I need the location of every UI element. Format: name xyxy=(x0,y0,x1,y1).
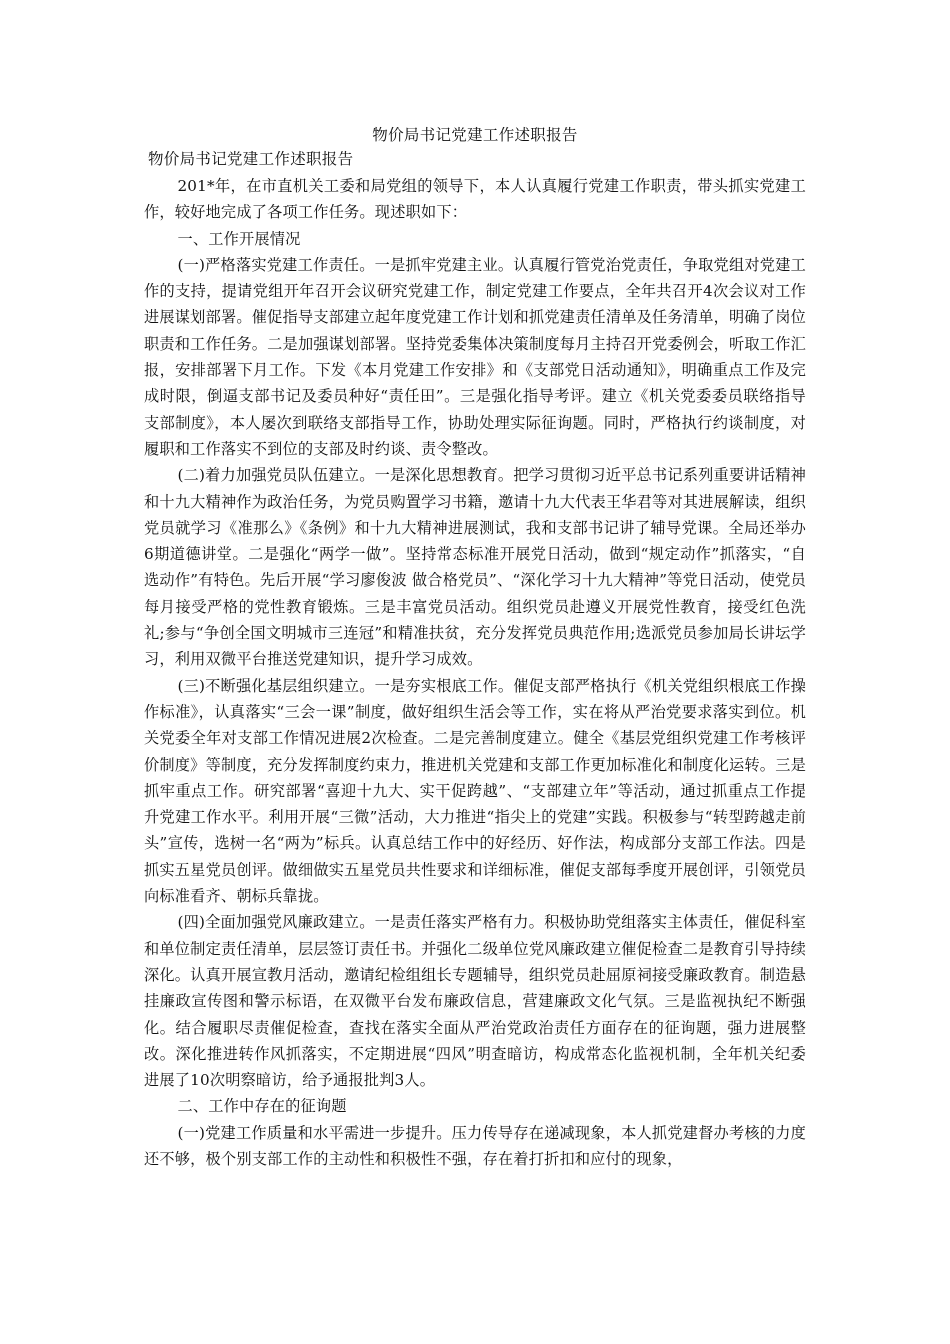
paragraph-integrity: (四)全面加强党风廉政建立。一是责任落实严格有力。积极协助党组落实主体责任，催促科室和单位制定责任清单，层层签订责任书。并强化二级单位党风廉政建立催促检查二是教育引导持续深化。认真开展宣教月活动，邀请纪检组组长专题辅导，组织党员赴屈原祠接受廉政教育。制造悬挂廉政宣传图和警示标语，在双微平台发布廉政信息，营建廉政文化气氛。三是监视执纪不断强化。结合履职尽责催促检查，查找在落实全面从严治党政治责任方面存在的征询题，强力进展整改。深化推进转作风抓落实，不定期进展“四风”明查暗访，构成常态化监视机制，全年机关纪委进展了10次明察暗访，给予通报批判3人。 xyxy=(144,913,806,1090)
paragraph-responsibility: (一)严格落实党建工作责任。一是抓牢党建主业。认真履行管党治党责任，争取党组对党建工作的支持，提请党组开年召开会议研究党建工作，制定党建工作要点，全年共召开4次会议对工作进展谋划部署。催促指导支部建立起年度党建工作计划和抓党建责任清单及任务清单，明确了岗位职责和工作任务。二是加强谋划部署。坚持党委集体决策制度每月主持召开党委例会，听取工作汇报，安排部署下月工作。下发《本月党建工作安排》和《支部党日活动通知》，明确重点工作及完成时限，倒逼支部书记及委员种好“责任田”。三是强化指导考评。建立《机关党委委员联络指导支部制度》，本人屡次到联络支部指导工作，协助处理实际征询题。同时，严格执行约谈制度，对履职和工作落实不到位的支部及时约谈、责令整改。 xyxy=(144,255,806,458)
intro-paragraph: 201*年，在市直机关工委和局党组的领导下，本人认真履行党建工作职责，带头抓实党建工作，较好地完成了各项工作任务。现述职如下： xyxy=(144,177,806,222)
section-heading-1: 一、工作开展情况 xyxy=(177,229,301,248)
paragraph-team-building: (二)着力加强党员队伍建立。一是深化思想教育。把学习贯彻习近平总书记系列重要讲话精神和十九大精神作为政治任务，为党员购置学习书籍，邀请十九大代表王华君等对其进展解读，组织党员就学习《准那么》《条例》和十九大精神进展测试，我和支部书记讲了辅导党课。全局还举办6期道德讲堂。二是强化“两学一做”。坚持常态标准开展党日活动，做到“规定动作”抓落实，“自选动作”有特色。先后开展“学习廖俊波 做合格党员”、“深化学习十九大精神”等党日活动，使党员每月接受严格的党性教育锻炼。三是丰富党员活动。组织党员赴遵义开展党性教育，接受红色洗礼;参与“争创全国文明城市三连冠”和精准扶贫，充分发挥党员典范作用;选派党员参加局长讲坛学习，利用双微平台推送党建知识，提升学习成效。 xyxy=(144,466,806,669)
paragraph-grassroots: (三)不断强化基层组织建立。一是夯实根底工作。催促支部严格执行《机关党组织根底工作操作标准》，认真落实“三会一课”制度，做好组织生活会等工作，实在将从严治党要求落实到位。机关党委全年对支部工作情况进展2次检查。二是完善制度建立。健全《基层党组织党建工作考核评价制度》等制度，充分发挥制度约束力，推进机关党建和支部工作更加标准化和制度化运转。三是抓牢重点工作。研究部署“喜迎十九大、实干促跨越”、“支部建立年”等活动，通过抓重点工作提升党建工作水平。利用开展“三微”活动，大力推进“指尖上的党建”实践。积极参与“转型跨越走前头”宣传，选树一名“两为”标兵。认真总结工作中的好经历、好作法，构成部分支部工作法。四是抓实五星党员创评。做细做实五星党员共性要求和详细标准，催促支部每季度开展创评，引领党员向标准看齐、朝标兵靠拢。 xyxy=(144,676,806,906)
section-heading-2: 二、工作中存在的征询题 xyxy=(177,1097,347,1116)
document-subtitle: 物价局书记党建工作述职报告 xyxy=(148,150,354,168)
document-title: 物价局书记党建工作述职报告 xyxy=(372,126,578,144)
document-page xyxy=(144,124,806,1172)
paragraph-problems: (一)党建工作质量和水平需进一步提升。压力传导存在递减现象，本人抓党建督办考核的力度还不够，极个别支部工作的主动性和积极性不强，存在着打折扣和应付的现象， xyxy=(144,1123,806,1168)
